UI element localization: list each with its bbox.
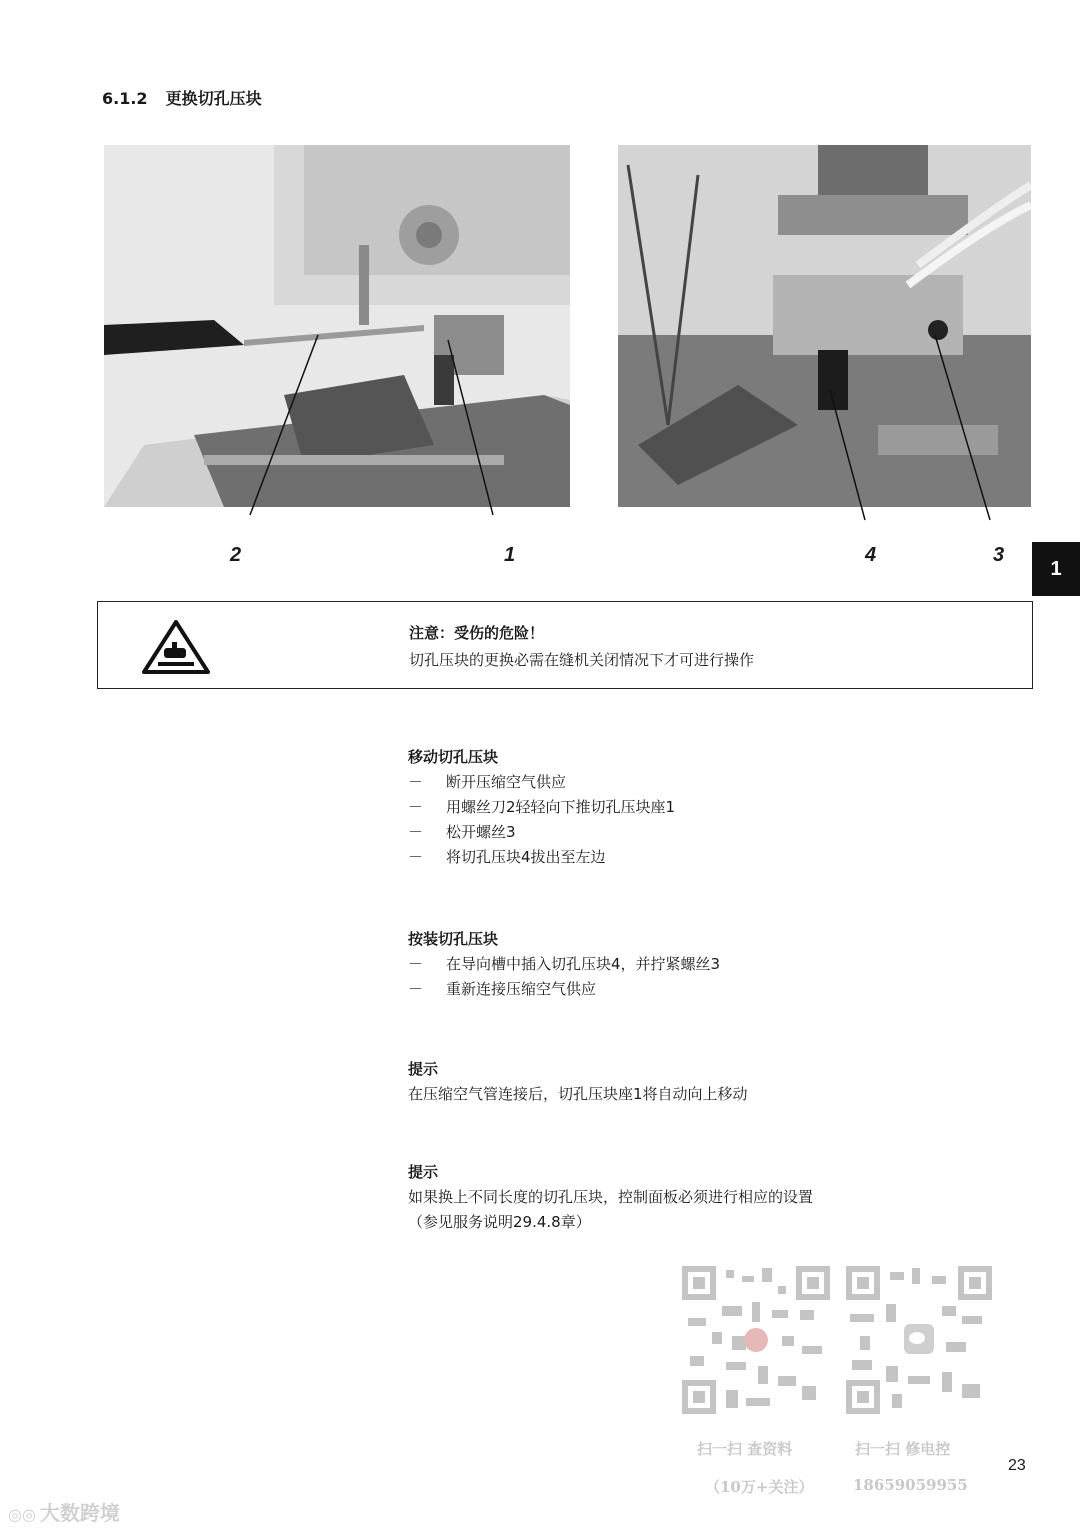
remove-heading: 移动切孔压块 bbox=[408, 748, 499, 766]
qr-code-image bbox=[682, 1266, 830, 1414]
note-heading: 提示 bbox=[408, 1163, 439, 1181]
warning-text: 切孔压块的更换必需在缝机关闭情况下才可进行操作 bbox=[409, 651, 755, 669]
warning-box bbox=[97, 601, 1033, 689]
brand-watermark bbox=[8, 1497, 120, 1526]
list-item: － 重新连接压缩空气供应 bbox=[408, 980, 597, 998]
chapter-tab: 1 bbox=[1032, 542, 1080, 596]
list-item: － 在导向槽中插入切孔压块4，并拧紧螺丝3 bbox=[408, 955, 721, 973]
qr-code bbox=[682, 1266, 830, 1414]
brand-logo-icon: ◎◎ bbox=[8, 1505, 36, 1524]
callout-label: 2 bbox=[230, 544, 242, 566]
section-number: 6.1.2 bbox=[102, 89, 148, 108]
section-title: 更换切孔压块 bbox=[165, 89, 262, 108]
callout-label: 1 bbox=[504, 544, 516, 566]
note-text: 在压缩空气管连接后，切孔压块座1将自动向上移动 bbox=[408, 1085, 748, 1103]
hand-crush-warning-icon bbox=[142, 620, 210, 674]
note-2 bbox=[408, 1160, 813, 1235]
callout-leader-lines bbox=[0, 0, 1080, 560]
note-text: （参见服务说明29.4.8章） bbox=[408, 1213, 591, 1231]
warning-title: 注意：受伤的危险！ bbox=[409, 624, 545, 642]
list-item: － 将切孔压块4拔出至左边 bbox=[408, 848, 606, 866]
install-heading: 按装切孔压块 bbox=[408, 930, 499, 948]
qr-caption: 扫一扫 查资料 bbox=[697, 1440, 793, 1458]
qr-caption: 扫一扫 修电控 bbox=[855, 1440, 951, 1458]
qr-code bbox=[846, 1266, 992, 1414]
list-item: － 用螺丝刀2轻轻向下推切孔压块座1 bbox=[408, 798, 676, 816]
qr-code-image bbox=[846, 1266, 992, 1414]
note-text: 如果换上不同长度的切孔压块，控制面板必须进行相应的设置 bbox=[408, 1188, 814, 1206]
callout-label: 4 bbox=[865, 544, 877, 566]
list-item: － 松开螺丝3 bbox=[408, 823, 516, 841]
note-1 bbox=[408, 1057, 748, 1107]
remove-instructions bbox=[408, 745, 675, 870]
qr-caption: 18659059955 bbox=[853, 1476, 968, 1494]
qr-caption: （10万+关注） bbox=[705, 1478, 814, 1496]
callout-label: 3 bbox=[993, 544, 1005, 566]
brand-name: 大数跨境 bbox=[39, 1501, 120, 1525]
install-instructions bbox=[408, 927, 720, 1002]
note-heading: 提示 bbox=[408, 1060, 439, 1078]
list-item: － 断开压缩空气供应 bbox=[408, 773, 567, 791]
page-number: 23 bbox=[1008, 1457, 1026, 1474]
